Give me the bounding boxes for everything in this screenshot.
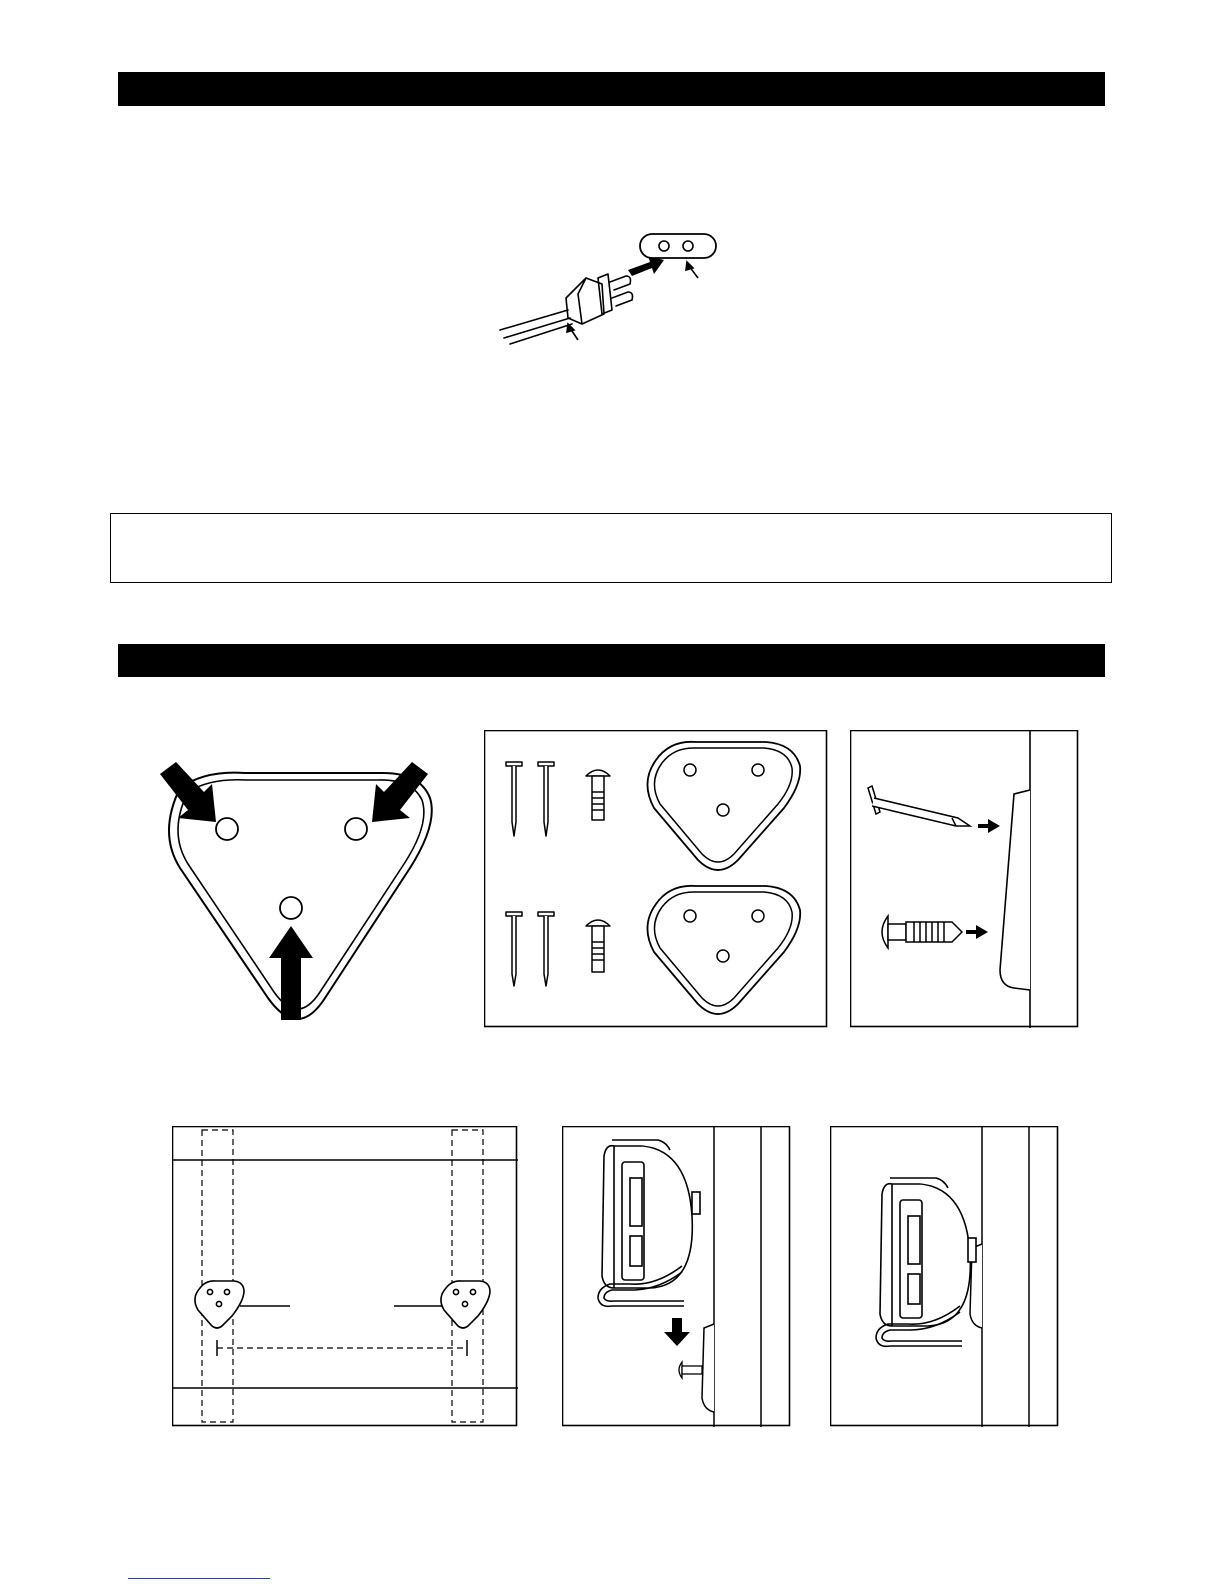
section-header-bar-2 <box>118 644 1105 677</box>
section-header-bar-1 <box>118 72 1105 106</box>
parts-kit-figure <box>484 730 828 1028</box>
outlet-icon <box>640 234 716 258</box>
bracket-hole <box>216 818 238 840</box>
bracket-spacing-figure <box>172 1126 518 1427</box>
power-plug-icon <box>498 232 738 352</box>
bracket-holes-figure <box>150 758 450 1028</box>
plug-outlet-figure <box>498 232 738 352</box>
speaker-mounted-figure <box>830 1126 1059 1427</box>
triangular-bracket-icon <box>150 758 450 1028</box>
speaker-hanging-figure <box>562 1126 791 1427</box>
arrow-icon <box>160 762 428 1020</box>
note-box <box>110 513 1112 583</box>
wall-fixing-figure <box>850 730 1079 1028</box>
arrow-icon <box>628 256 664 276</box>
footer-link-underline <box>128 1578 270 1579</box>
